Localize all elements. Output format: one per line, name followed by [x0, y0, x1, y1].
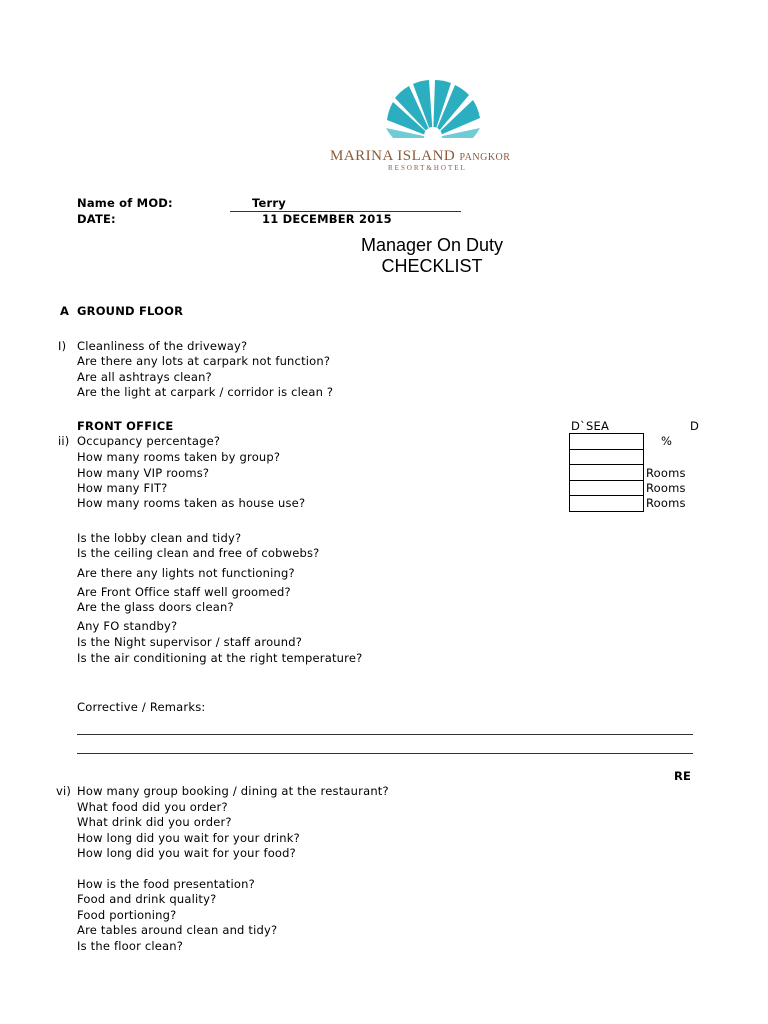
checklist-question: Are all ashtrays clean?	[77, 370, 212, 384]
checklist-question: What food did you order?	[77, 800, 228, 814]
checklist-question: Food and drink quality?	[77, 892, 217, 906]
stat-question: How many rooms taken as house use?	[77, 496, 306, 510]
checklist-question: How many group booking / dining at the restaurant?	[77, 784, 389, 798]
checklist-question: Are Front Office staff well groomed?	[77, 585, 291, 599]
logo-subtitle: RESORT&HOTEL	[388, 164, 467, 172]
checklist-question: Cleanliness of the driveway?	[77, 339, 248, 353]
section-marker: I)	[58, 339, 67, 353]
column-header-cut: D	[690, 419, 700, 433]
remarks-label: Corrective / Remarks:	[77, 700, 206, 714]
checklist-question: Are the light at carpark / corridor is clean ?	[77, 385, 334, 399]
unit-label: Rooms	[646, 496, 686, 510]
checklist-question: How long did you wait for your drink?	[77, 831, 300, 845]
column-header: D`SEA	[571, 419, 610, 433]
house-use-input[interactable]	[569, 495, 644, 512]
page-subtitle: CHECKLIST	[381, 256, 483, 276]
date-value: 11 DECEMBER 2015	[262, 212, 392, 226]
stat-question: Occupancy percentage?	[77, 434, 221, 448]
checklist-question: Is the Night supervisor / staff around?	[77, 635, 303, 649]
front-office-heading: FRONT OFFICE	[77, 419, 174, 433]
hotel-logo	[330, 70, 540, 175]
checklist-question: Are there any lights not functioning?	[77, 566, 295, 580]
checklist-question: How is the food presentation?	[77, 877, 255, 891]
checklist-question: How long did you wait for your food?	[77, 846, 296, 860]
unit-label: Rooms	[646, 466, 686, 480]
checklist-question: Are the glass doors clean?	[77, 600, 234, 614]
logo-name: MARINA ISLAND	[330, 148, 456, 164]
checklist-question: Are there any lots at carpark not function?	[77, 354, 331, 368]
occupancy-input[interactable]	[569, 433, 644, 450]
restaurant-marker: vi)	[56, 784, 72, 798]
group-rooms-input[interactable]	[569, 449, 644, 465]
checklist-question: Is the air conditioning at the right temperature?	[77, 651, 363, 665]
checklist-question: What drink did you order?	[77, 815, 232, 829]
vip-rooms-input[interactable]	[569, 464, 644, 481]
logo-location: PANGKOR	[459, 152, 511, 163]
fit-rooms-input[interactable]	[569, 480, 644, 496]
stat-question: How many FIT?	[77, 481, 168, 495]
checklist-question: Food portioning?	[77, 908, 177, 922]
section-heading: GROUND FLOOR	[77, 304, 184, 318]
stat-question: How many VIP rooms?	[77, 466, 210, 480]
stat-question: How many rooms taken by group?	[77, 450, 281, 464]
remarks-line[interactable]	[77, 753, 693, 754]
date-label: DATE:	[77, 212, 116, 226]
page-title: Manager On Duty	[360, 235, 504, 255]
checklist-question: Is the ceiling clean and free of cobwebs?	[77, 546, 320, 560]
checklist-question: Is the floor clean?	[77, 939, 184, 953]
shell-logo-icon	[330, 70, 540, 150]
remarks-line[interactable]	[77, 734, 693, 735]
unit-label: Rooms	[646, 481, 686, 495]
mod-label: Name of MOD:	[77, 196, 173, 210]
unit-label: %	[661, 434, 673, 448]
front-office-marker: ii)	[58, 434, 70, 448]
checklist-question: Any FO standby?	[77, 619, 178, 633]
checklist-question: Is the lobby clean and tidy?	[77, 531, 242, 545]
restaurant-heading-cut: RE	[674, 769, 692, 783]
section-letter: A	[60, 304, 70, 318]
checklist-question: Are tables around clean and tidy?	[77, 923, 278, 937]
mod-value: Terry	[252, 196, 286, 210]
